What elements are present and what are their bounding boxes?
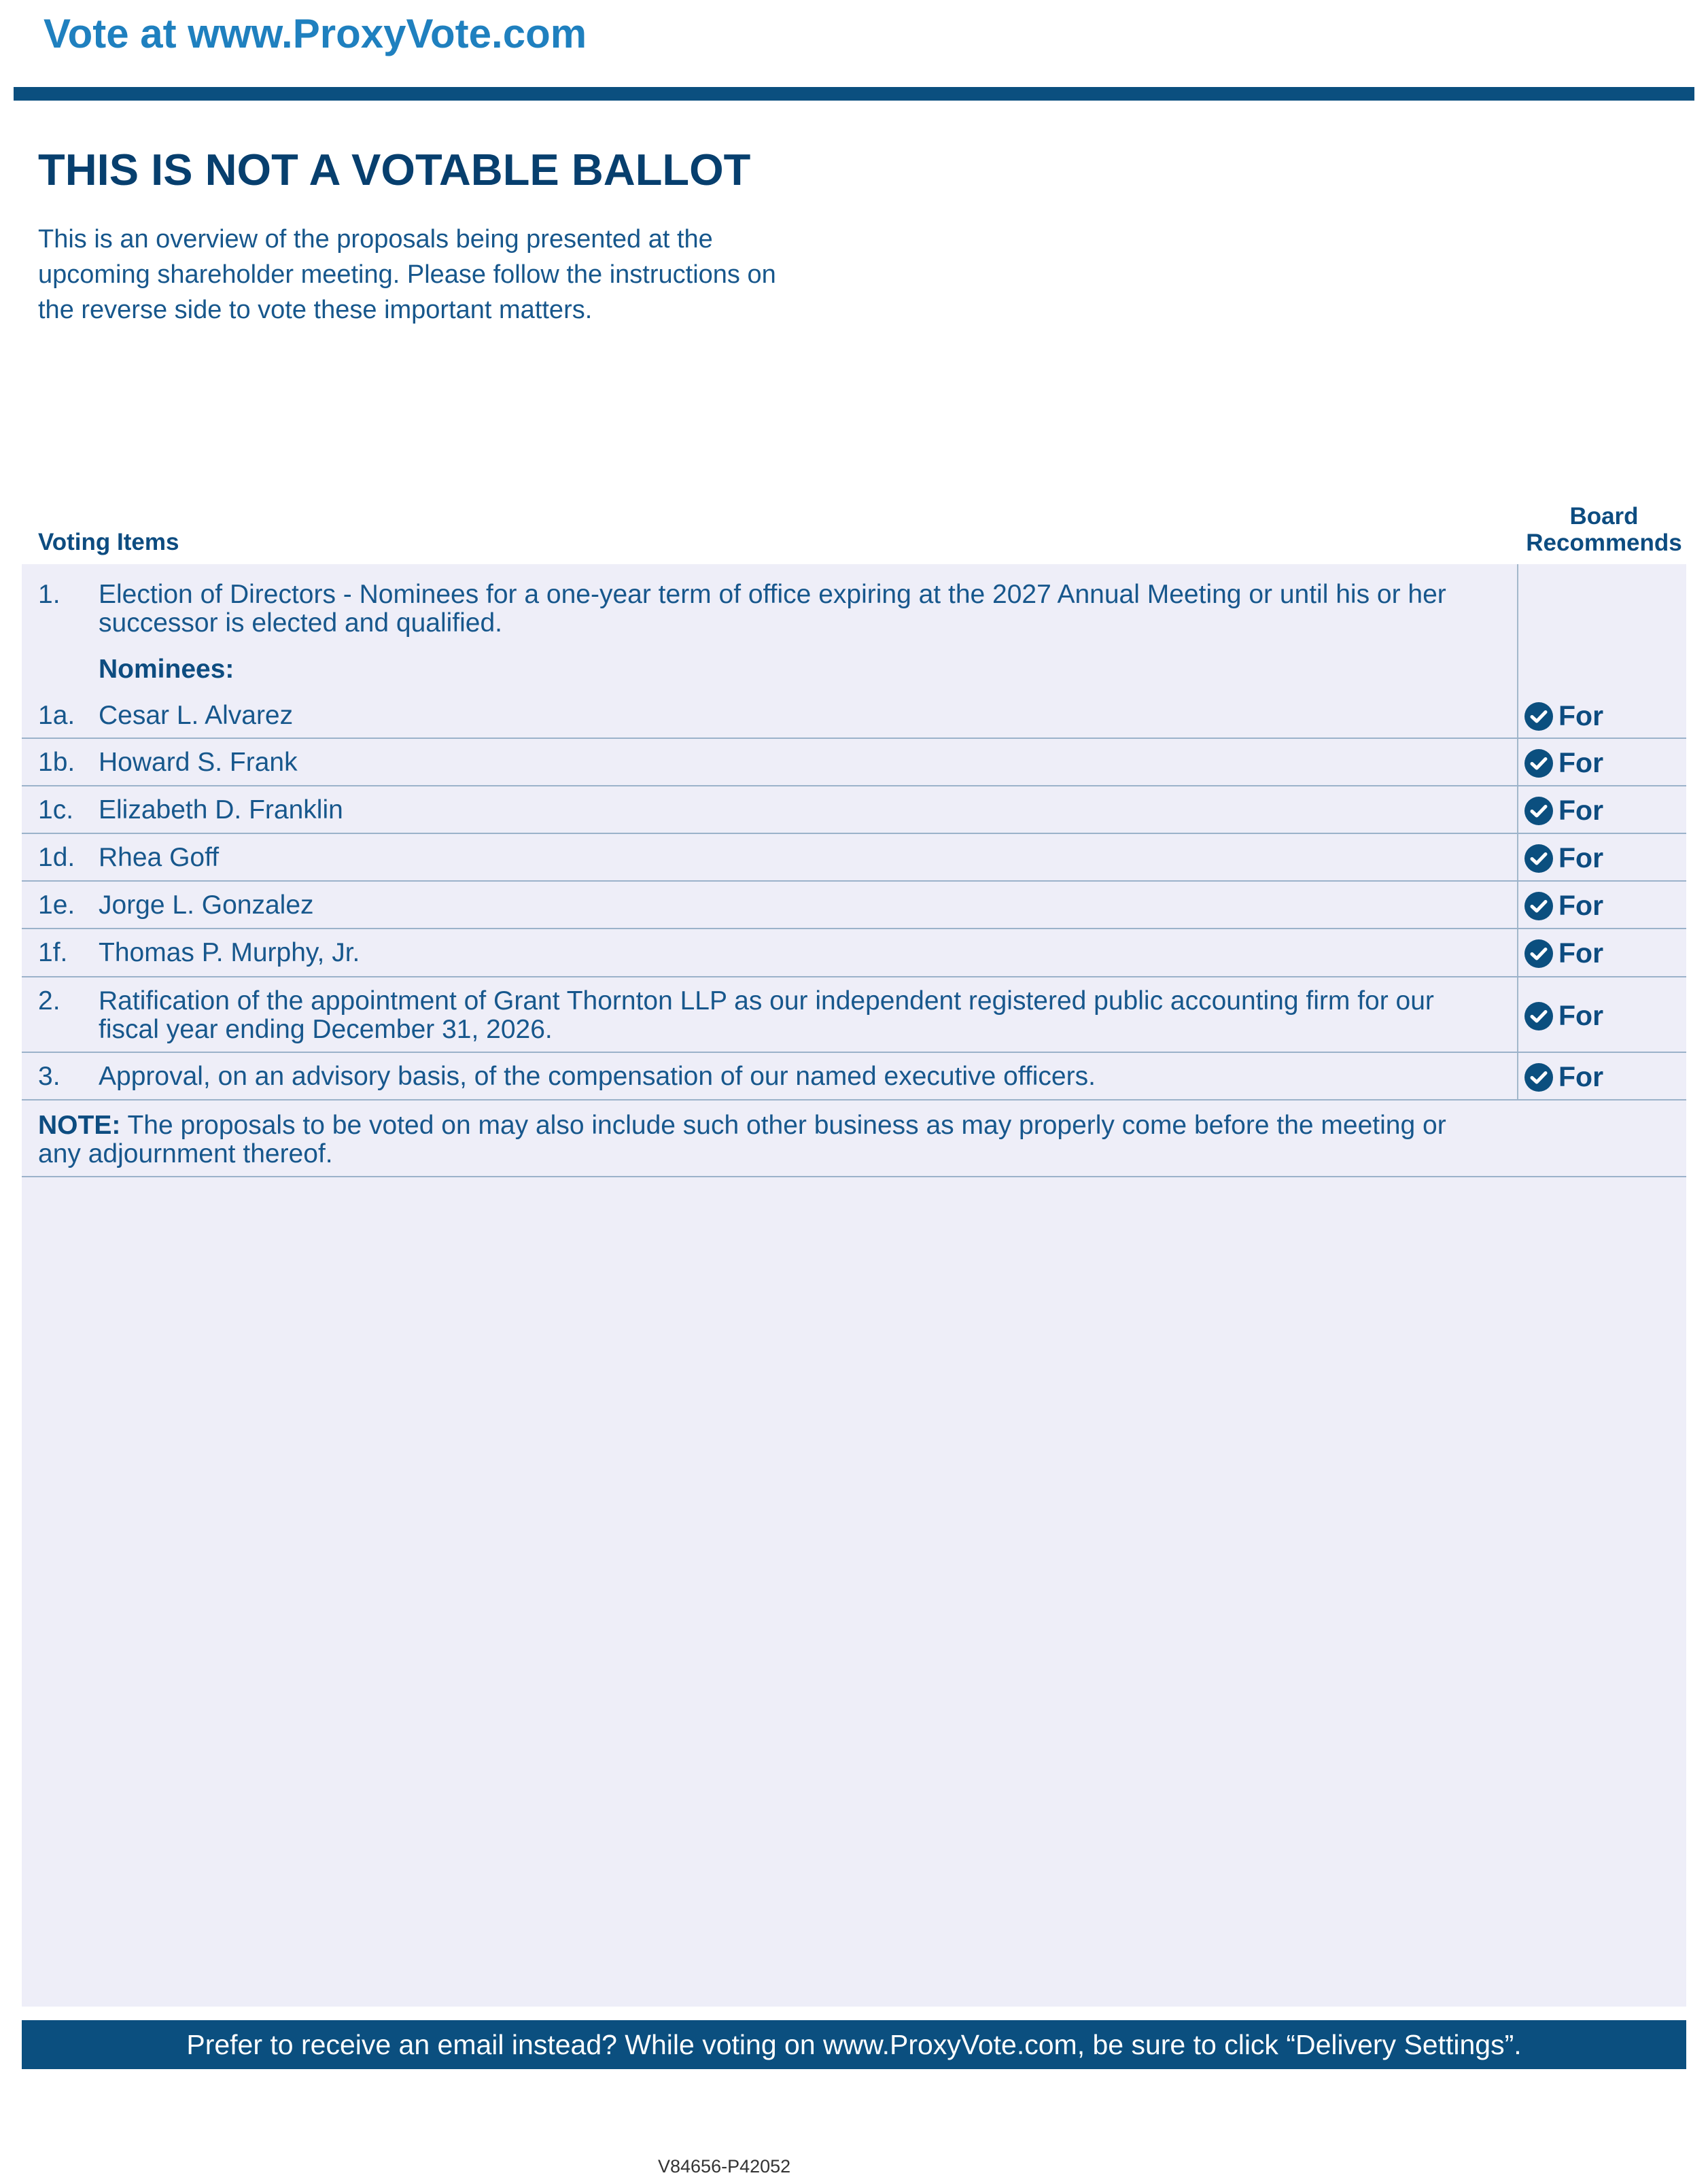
proxyvote-link[interactable]: Vote at www.ProxyVote.com xyxy=(43,11,587,56)
item-number: 1f. xyxy=(38,938,68,967)
nominee-name: Jorge L. Gonzalez xyxy=(99,890,314,920)
check-circle-icon xyxy=(1524,749,1553,778)
check-circle-icon xyxy=(1524,702,1553,731)
voting-item-row xyxy=(22,1053,1686,1100)
page-title: THIS IS NOT A VOTABLE BALLOT xyxy=(38,145,751,194)
item-text-line: Ratification of the appointment of Grant Thornton LLP as our independent registered public accounting firm for our xyxy=(99,986,1434,1016)
item-number: 2. xyxy=(38,986,60,1016)
recommendation xyxy=(1524,748,1603,778)
recommendation-label: For xyxy=(1558,1000,1604,1031)
recommendation xyxy=(1524,844,1603,873)
nominee-row xyxy=(22,834,1686,882)
recommendation xyxy=(1524,1001,1603,1030)
check-circle-icon xyxy=(1524,939,1553,968)
nominee-row xyxy=(22,786,1686,834)
note-row xyxy=(22,1100,1686,1177)
check-circle-icon xyxy=(1524,844,1553,873)
note-line-text: The proposals to be voted on may also include such other business as may properly come before the meeting or xyxy=(120,1111,1446,1140)
nominee-name: Cesar L. Alvarez xyxy=(99,701,294,730)
recommendation xyxy=(1524,939,1603,968)
nominee-row xyxy=(22,739,1686,786)
item-text-line: fiscal year ending December 31, 2026. xyxy=(99,1015,553,1044)
nominee-name: Howard S. Frank xyxy=(99,748,298,777)
voting-item-row xyxy=(22,564,1686,684)
voting-items-header: Voting Items xyxy=(38,529,179,555)
recommendation-label: For xyxy=(1558,1061,1604,1092)
note-text xyxy=(38,1111,1524,1168)
recommendation-label: For xyxy=(1558,700,1604,731)
item-number: 1b. xyxy=(38,748,75,777)
item-number: 1. xyxy=(38,580,60,609)
board-recommends-line: Board xyxy=(1569,503,1639,530)
item-text-line: Election of Directors - Nominees for a one-year term of office expiring at the 2027 Annual Meeting or until his or her xyxy=(99,580,1446,609)
check-circle-icon xyxy=(1524,797,1553,825)
recommendation-label: For xyxy=(1558,795,1604,826)
item-number: 1e. xyxy=(38,890,75,920)
board-recommends-line: Recommends xyxy=(1526,530,1682,556)
recommendation xyxy=(1524,701,1603,731)
header-divider xyxy=(14,87,1694,101)
recommendation-label: For xyxy=(1558,842,1604,873)
note-line: any adjournment thereof. xyxy=(38,1139,333,1168)
email-delivery-banner: Prefer to receive an email instead? While voting on www.ProxyVote.com, be sure to click “Delivery Settings”. xyxy=(22,2020,1686,2069)
nominee-name: Thomas P. Murphy, Jr. xyxy=(99,938,360,967)
item-text-line: successor is elected and qualified. xyxy=(99,608,503,638)
item-number: 1c. xyxy=(38,795,74,825)
item-text xyxy=(99,987,1524,1044)
intro-line: upcoming shareholder meeting. Please follow the instructions on xyxy=(38,260,776,289)
recommendation xyxy=(1524,891,1603,920)
nominee-name: Elizabeth D. Franklin xyxy=(99,795,343,825)
nominee-row xyxy=(22,691,1686,739)
document-code: V84656-P42052 xyxy=(658,2156,791,2177)
item-text: Approval, on an advisory basis, of the compensation of our named executive officers. xyxy=(99,1062,1096,1091)
note-line xyxy=(38,1111,1524,1140)
check-circle-icon xyxy=(1524,1002,1553,1030)
note-label: NOTE: xyxy=(38,1111,121,1140)
nominee-row xyxy=(22,882,1686,929)
item-number: 1a. xyxy=(38,701,75,730)
check-circle-icon xyxy=(1524,892,1553,920)
nominee-row xyxy=(22,929,1686,977)
item-text xyxy=(99,580,1524,638)
intro-line: the reverse side to vote these important matters. xyxy=(38,296,593,324)
recommendation-label: For xyxy=(1558,747,1604,778)
intro-paragraph xyxy=(38,222,922,328)
board-recommends-header xyxy=(1509,503,1699,556)
recommendation-label: For xyxy=(1558,937,1604,969)
item-number: 3. xyxy=(38,1062,60,1091)
item-number: 1d. xyxy=(38,843,75,872)
check-circle-icon xyxy=(1524,1063,1553,1092)
nominees-label: Nominees: xyxy=(99,655,234,684)
recommendation-label: For xyxy=(1558,890,1604,921)
voting-item-row xyxy=(22,977,1686,1053)
recommendation xyxy=(1524,796,1603,825)
recommendation xyxy=(1524,1062,1603,1092)
nominee-name: Rhea Goff xyxy=(99,843,220,872)
intro-line: This is an overview of the proposals being presented at the xyxy=(38,225,713,254)
